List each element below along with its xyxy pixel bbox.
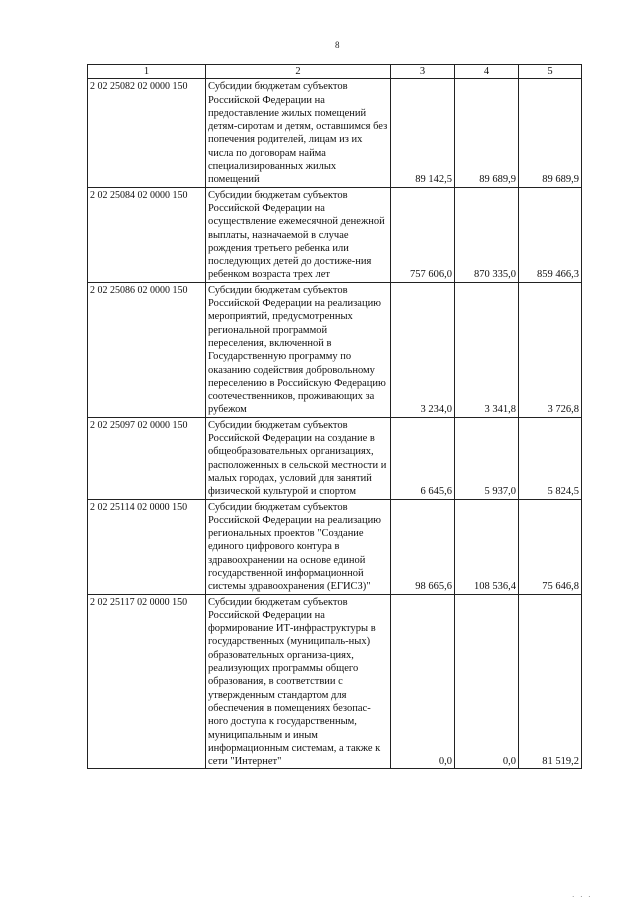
amount-col-5: 75 646,8 bbox=[519, 499, 582, 594]
amount-col-4: 0,0 bbox=[455, 594, 519, 769]
table-row bbox=[88, 499, 582, 594]
budget-item-name: Субсидии бюджетам субъектов Российской Федерации на формирование ИТ-инфраструктуры в государственных (муниципаль-ных) образовательных организа-циях, реализующих программы общего образования, в соответствии с утвержденным стандартом для обеспечения в помещениях безопас-ного доступа к государственным, муниципальным и иным информационным системам, а также к сети "Интернет" bbox=[206, 594, 391, 769]
table-row bbox=[88, 417, 582, 499]
amount-col-3: 757 606,0 bbox=[391, 187, 455, 282]
budget-item-name: Субсидии бюджетам субъектов Российской Федерации на реализацию мероприятий, предусмотренных региональной программой переселения, включенной в Государственную программу по оказанию содействия добровольному переселению в Российскую Федерацию соотечественников, проживающих за рубежом bbox=[206, 282, 391, 417]
table-row bbox=[88, 594, 582, 769]
scan-mark: · · · bbox=[572, 893, 593, 901]
budget-item-name: Субсидии бюджетам субъектов Российской Федерации на реализацию региональных проектов "Создание единого цифрового контура в здравоохранении на основе единой государственной информационной системы здравоохранения (ЕГИСЗ)" bbox=[206, 499, 391, 594]
budget-code: 2 02 25082 02 0000 150 bbox=[88, 79, 206, 187]
amount-col-5: 859 466,3 bbox=[519, 187, 582, 282]
budget-item-name: Субсидии бюджетам субъектов Российской Федерации на предоставление жилых помещений детям-сиротам и детям, оставшимся без попечения родителей, лицам из их числа по договорам найма специализированных жилых помещений bbox=[206, 79, 391, 187]
amount-col-4: 5 937,0 bbox=[455, 417, 519, 499]
page-number: 8 bbox=[335, 40, 340, 50]
column-header: 5 bbox=[519, 65, 582, 79]
budget-code: 2 02 25117 02 0000 150 bbox=[88, 594, 206, 769]
amount-col-3: 89 142,5 bbox=[391, 79, 455, 187]
amount-col-4: 108 536,4 bbox=[455, 499, 519, 594]
budget-code: 2 02 25097 02 0000 150 bbox=[88, 417, 206, 499]
amount-col-5: 89 689,9 bbox=[519, 79, 582, 187]
amount-col-3: 3 234,0 bbox=[391, 282, 455, 417]
amount-col-4: 870 335,0 bbox=[455, 187, 519, 282]
column-header: 1 bbox=[88, 65, 206, 79]
budget-code: 2 02 25114 02 0000 150 bbox=[88, 499, 206, 594]
amount-col-3: 0,0 bbox=[391, 594, 455, 769]
column-header: 3 bbox=[391, 65, 455, 79]
amount-col-5: 81 519,2 bbox=[519, 594, 582, 769]
table-row bbox=[88, 187, 582, 282]
budget-code: 2 02 25084 02 0000 150 bbox=[88, 187, 206, 282]
table-header-row bbox=[88, 65, 582, 79]
budget-table bbox=[87, 64, 582, 769]
table-row bbox=[88, 282, 582, 417]
amount-col-5: 3 726,8 bbox=[519, 282, 582, 417]
budget-code: 2 02 25086 02 0000 150 bbox=[88, 282, 206, 417]
amount-col-4: 3 341,8 bbox=[455, 282, 519, 417]
budget-item-name: Субсидии бюджетам субъектов Российской Федерации на создание в общеобразовательных организациях, расположенных в сельской местности и малых городах, условий для занятий физической культурой и спортом bbox=[206, 417, 391, 499]
amount-col-3: 98 665,6 bbox=[391, 499, 455, 594]
amount-col-3: 6 645,6 bbox=[391, 417, 455, 499]
column-header: 4 bbox=[455, 65, 519, 79]
table-row bbox=[88, 79, 582, 187]
budget-item-name: Субсидии бюджетам субъектов Российской Федерации на осуществление ежемесячной денежной выплаты, назначаемой в случае рождения третьего ребенка или последующих детей до достиже-ния ребенком возраста трех лет bbox=[206, 187, 391, 282]
amount-col-5: 5 824,5 bbox=[519, 417, 582, 499]
column-header: 2 bbox=[206, 65, 391, 79]
amount-col-4: 89 689,9 bbox=[455, 79, 519, 187]
